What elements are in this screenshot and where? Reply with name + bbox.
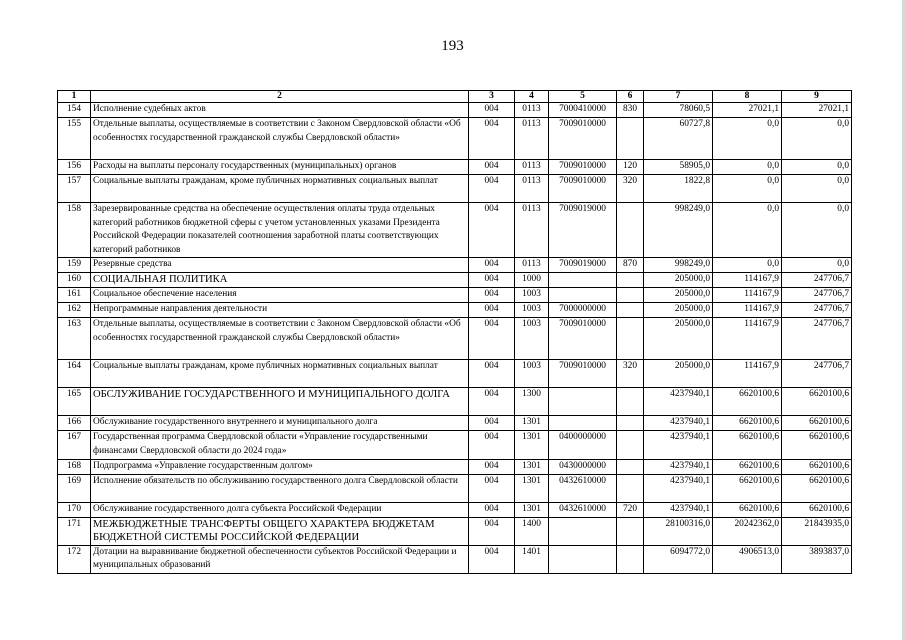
col-4-code: 0113: [515, 258, 549, 273]
col-8-value: 6620100,6: [713, 459, 782, 474]
col-7-value: 205000,0: [644, 273, 713, 288]
col-8-value: 6620100,6: [713, 431, 782, 459]
col-5-code: 7000410000: [549, 103, 617, 118]
col-3-code: 004: [469, 502, 515, 517]
col-3-code: 004: [469, 175, 515, 203]
col-4-code: 0113: [515, 175, 549, 203]
col-5-code: [549, 273, 617, 288]
table-row: [58, 360, 852, 388]
col-6-code: [617, 303, 644, 318]
col-6-code: [617, 203, 644, 258]
col-5-code: 7009010000: [549, 160, 617, 175]
col-3-code: 004: [469, 258, 515, 273]
col-9-value: 247706,7: [782, 288, 852, 303]
table-body: [58, 103, 852, 574]
row-name: СОЦИАЛЬНАЯ ПОЛИТИКА: [91, 273, 469, 288]
row-name: Государственная программа Свердловской области «Управление государственными финансами Свердловской области до 2024 года»: [91, 431, 469, 459]
col-6-code: 320: [617, 360, 644, 388]
col-8-value: 6620100,6: [713, 388, 782, 416]
col-7-value: 205000,0: [644, 288, 713, 303]
header-row: [58, 91, 852, 103]
table-row: [58, 318, 852, 360]
col-8-value: 6620100,6: [713, 502, 782, 517]
col-4-code: 0113: [515, 118, 549, 160]
header-col-4: 4: [515, 91, 549, 103]
col-9-value: 247706,7: [782, 273, 852, 288]
table-row: [58, 502, 852, 517]
col-5-code: 7009019000: [549, 203, 617, 258]
col-8-value: 6620100,6: [713, 474, 782, 502]
row-name: Обслуживание государственного долга субъекта Российской Федерации: [91, 502, 469, 517]
col-9-value: 6620100,6: [782, 459, 852, 474]
row-number: 171: [58, 517, 91, 545]
col-7-value: 78060,5: [644, 103, 713, 118]
col-3-code: 004: [469, 360, 515, 388]
col-8-value: 4906513,0: [713, 545, 782, 573]
col-5-code: 7009010000: [549, 175, 617, 203]
col-5-code: 7000000000: [549, 303, 617, 318]
col-5-code: 0432610000: [549, 474, 617, 502]
table-row: [58, 474, 852, 502]
row-number: 164: [58, 360, 91, 388]
col-4-code: 1301: [515, 416, 549, 431]
col-7-value: 4237940,1: [644, 388, 713, 416]
col-3-code: 004: [469, 459, 515, 474]
col-8-value: 0,0: [713, 118, 782, 160]
col-4-code: 1003: [515, 288, 549, 303]
col-3-code: 004: [469, 303, 515, 318]
col-3-code: 004: [469, 203, 515, 258]
col-9-value: 6620100,6: [782, 416, 852, 431]
row-name: Социальные выплаты гражданам, кроме публичных нормативных социальных выплат: [91, 360, 469, 388]
col-3-code: 004: [469, 118, 515, 160]
header-col-9: 9: [782, 91, 852, 103]
table-row: [58, 203, 852, 258]
row-name: Исполнение судебных актов: [91, 103, 469, 118]
row-name: МЕЖБЮДЖЕТНЫЕ ТРАНСФЕРТЫ ОБЩЕГО ХАРАКТЕРА БЮДЖЕТАМ БЮДЖЕТНОЙ СИСТЕМЫ РОССИЙСКОЙ ФЕДЕРАЦИИ: [91, 517, 469, 545]
col-4-code: 0113: [515, 160, 549, 175]
col-9-value: 247706,7: [782, 360, 852, 388]
table-row: [58, 431, 852, 459]
col-4-code: 1400: [515, 517, 549, 545]
col-6-code: [617, 459, 644, 474]
row-number: 166: [58, 416, 91, 431]
col-9-value: 6620100,6: [782, 388, 852, 416]
col-9-value: 0,0: [782, 175, 852, 203]
col-5-code: 7009019000: [549, 258, 617, 273]
col-8-value: 6620100,6: [713, 416, 782, 431]
header-col-3: 3: [469, 91, 515, 103]
table-row: [58, 118, 852, 160]
col-3-code: 004: [469, 517, 515, 545]
col-8-value: 20242362,0: [713, 517, 782, 545]
col-6-code: [617, 388, 644, 416]
col-5-code: 0400000000: [549, 431, 617, 459]
col-6-code: [617, 474, 644, 502]
col-8-value: 114167,9: [713, 318, 782, 360]
col-3-code: 004: [469, 431, 515, 459]
col-6-code: [617, 545, 644, 573]
col-4-code: 1301: [515, 431, 549, 459]
col-4-code: 1003: [515, 318, 549, 360]
col-3-code: 004: [469, 388, 515, 416]
row-number: 160: [58, 273, 91, 288]
col-8-value: 114167,9: [713, 273, 782, 288]
col-6-code: 720: [617, 502, 644, 517]
header-col-1: 1: [58, 91, 91, 103]
table-row: [58, 416, 852, 431]
col-6-code: [617, 431, 644, 459]
col-3-code: 004: [469, 416, 515, 431]
header-col-8: 8: [713, 91, 782, 103]
row-name: Расходы на выплаты персоналу государственных (муниципальных) органов: [91, 160, 469, 175]
col-3-code: 004: [469, 474, 515, 502]
col-7-value: 4237940,1: [644, 502, 713, 517]
col-7-value: 4237940,1: [644, 431, 713, 459]
col-4-code: 1301: [515, 502, 549, 517]
col-6-code: 870: [617, 258, 644, 273]
col-5-code: 7009010000: [549, 118, 617, 160]
col-4-code: 1003: [515, 303, 549, 318]
row-number: 162: [58, 303, 91, 318]
col-6-code: [617, 118, 644, 160]
header-col-2: 2: [91, 91, 469, 103]
row-name: Зарезервированные средства на обеспечение осуществления оплаты труда отдельных категорий работников бюджетной сферы с учетом установленных указами Президента Российской Федерации показателей соотношения заработной платы соответствующих категорий работников: [91, 203, 469, 258]
col-5-code: [549, 288, 617, 303]
row-number: 156: [58, 160, 91, 175]
col-5-code: [549, 517, 617, 545]
col-8-value: 0,0: [713, 175, 782, 203]
row-number: 163: [58, 318, 91, 360]
col-7-value: 28100316,0: [644, 517, 713, 545]
col-3-code: 004: [469, 288, 515, 303]
header-col-5: 5: [549, 91, 617, 103]
row-name: Отдельные выплаты, осуществляемые в соответствии с Законом Свердловской области «Об особенностях государственной гражданской службы Свердловской области»: [91, 318, 469, 360]
page-number: 193: [441, 38, 464, 54]
row-name: Исполнение обязательств по обслуживанию государственного долга Свердловской области: [91, 474, 469, 502]
col-9-value: 0,0: [782, 258, 852, 273]
col-3-code: 004: [469, 318, 515, 360]
col-4-code: 0113: [515, 203, 549, 258]
table-row: [58, 175, 852, 203]
table-row: [58, 273, 852, 288]
col-7-value: 205000,0: [644, 318, 713, 360]
header-col-6: 6: [617, 91, 644, 103]
table-row: [58, 258, 852, 273]
row-number: 161: [58, 288, 91, 303]
col-8-value: 27021,1: [713, 103, 782, 118]
col-7-value: 6094772,0: [644, 545, 713, 573]
col-9-value: 27021,1: [782, 103, 852, 118]
col-4-code: 1301: [515, 459, 549, 474]
table-row: [58, 303, 852, 318]
col-9-value: 0,0: [782, 118, 852, 160]
col-6-code: [617, 273, 644, 288]
row-name: Отдельные выплаты, осуществляемые в соответствии с Законом Свердловской области «Об особенностях государственной гражданской службы Свердловской области»: [91, 118, 469, 160]
row-name: Социальные выплаты гражданам, кроме публичных нормативных социальных выплат: [91, 175, 469, 203]
col-9-value: 6620100,6: [782, 474, 852, 502]
col-5-code: [549, 545, 617, 573]
col-6-code: [617, 416, 644, 431]
row-number: 169: [58, 474, 91, 502]
col-5-code: 7009010000: [549, 318, 617, 360]
table-row: [58, 103, 852, 118]
col-9-value: 0,0: [782, 203, 852, 258]
col-7-value: 60727,8: [644, 118, 713, 160]
col-4-code: 1300: [515, 388, 549, 416]
col-7-value: 4237940,1: [644, 474, 713, 502]
row-number: 157: [58, 175, 91, 203]
col-3-code: 004: [469, 273, 515, 288]
col-7-value: 205000,0: [644, 303, 713, 318]
col-6-code: 120: [617, 160, 644, 175]
col-3-code: 004: [469, 160, 515, 175]
col-8-value: 114167,9: [713, 360, 782, 388]
col-4-code: 1003: [515, 360, 549, 388]
col-3-code: 004: [469, 545, 515, 573]
row-number: 158: [58, 203, 91, 258]
col-5-code: 0432610000: [549, 502, 617, 517]
col-6-code: 320: [617, 175, 644, 203]
row-number: 172: [58, 545, 91, 573]
table-row: [58, 459, 852, 474]
col-8-value: 0,0: [713, 203, 782, 258]
col-7-value: 998249,0: [644, 258, 713, 273]
budget-table: [57, 90, 852, 574]
col-4-code: 1000: [515, 273, 549, 288]
row-number: 159: [58, 258, 91, 273]
row-number: 167: [58, 431, 91, 459]
table-row: [58, 288, 852, 303]
table-row: [58, 160, 852, 175]
col-9-value: 3893837,0: [782, 545, 852, 573]
col-4-code: 1301: [515, 474, 549, 502]
col-6-code: [617, 288, 644, 303]
row-number: 165: [58, 388, 91, 416]
table-row: [58, 517, 852, 545]
col-9-value: 247706,7: [782, 303, 852, 318]
row-name: Подпрограмма «Управление государственным долгом»: [91, 459, 469, 474]
col-4-code: 1401: [515, 545, 549, 573]
col-9-value: 6620100,6: [782, 502, 852, 517]
col-6-code: [617, 517, 644, 545]
row-name: Социальное обеспечение населения: [91, 288, 469, 303]
col-4-code: 0113: [515, 103, 549, 118]
row-name: Обслуживание государственного внутреннего и муниципального долга: [91, 416, 469, 431]
col-6-code: [617, 318, 644, 360]
row-number: 170: [58, 502, 91, 517]
col-7-value: 4237940,1: [644, 416, 713, 431]
col-5-code: [549, 388, 617, 416]
row-number: 155: [58, 118, 91, 160]
col-7-value: 4237940,1: [644, 459, 713, 474]
table-row: [58, 545, 852, 573]
col-5-code: 0430000000: [549, 459, 617, 474]
col-8-value: 0,0: [713, 160, 782, 175]
col-6-code: 830: [617, 103, 644, 118]
row-number: 168: [58, 459, 91, 474]
col-8-value: 0,0: [713, 258, 782, 273]
header-col-7: 7: [644, 91, 713, 103]
col-9-value: 6620100,6: [782, 431, 852, 459]
col-7-value: 205000,0: [644, 360, 713, 388]
col-7-value: 58905,0: [644, 160, 713, 175]
col-9-value: 0,0: [782, 160, 852, 175]
row-name: Резервные средства: [91, 258, 469, 273]
col-9-value: 247706,7: [782, 318, 852, 360]
col-7-value: 1822,8: [644, 175, 713, 203]
col-3-code: 004: [469, 103, 515, 118]
row-name: Дотации на выравнивание бюджетной обеспеченности субъектов Российской Федерации и муниципальных образований: [91, 545, 469, 573]
col-7-value: 998249,0: [644, 203, 713, 258]
col-5-code: [549, 416, 617, 431]
row-name: Непрограммные направления деятельности: [91, 303, 469, 318]
col-5-code: 7009010000: [549, 360, 617, 388]
col-8-value: 114167,9: [713, 288, 782, 303]
table-row: [58, 388, 852, 416]
col-9-value: 21843935,0: [782, 517, 852, 545]
col-8-value: 114167,9: [713, 303, 782, 318]
row-name: ОБСЛУЖИВАНИЕ ГОСУДАРСТВЕННОГО И МУНИЦИПАЛЬНОГО ДОЛГА: [91, 388, 469, 416]
row-number: 154: [58, 103, 91, 118]
